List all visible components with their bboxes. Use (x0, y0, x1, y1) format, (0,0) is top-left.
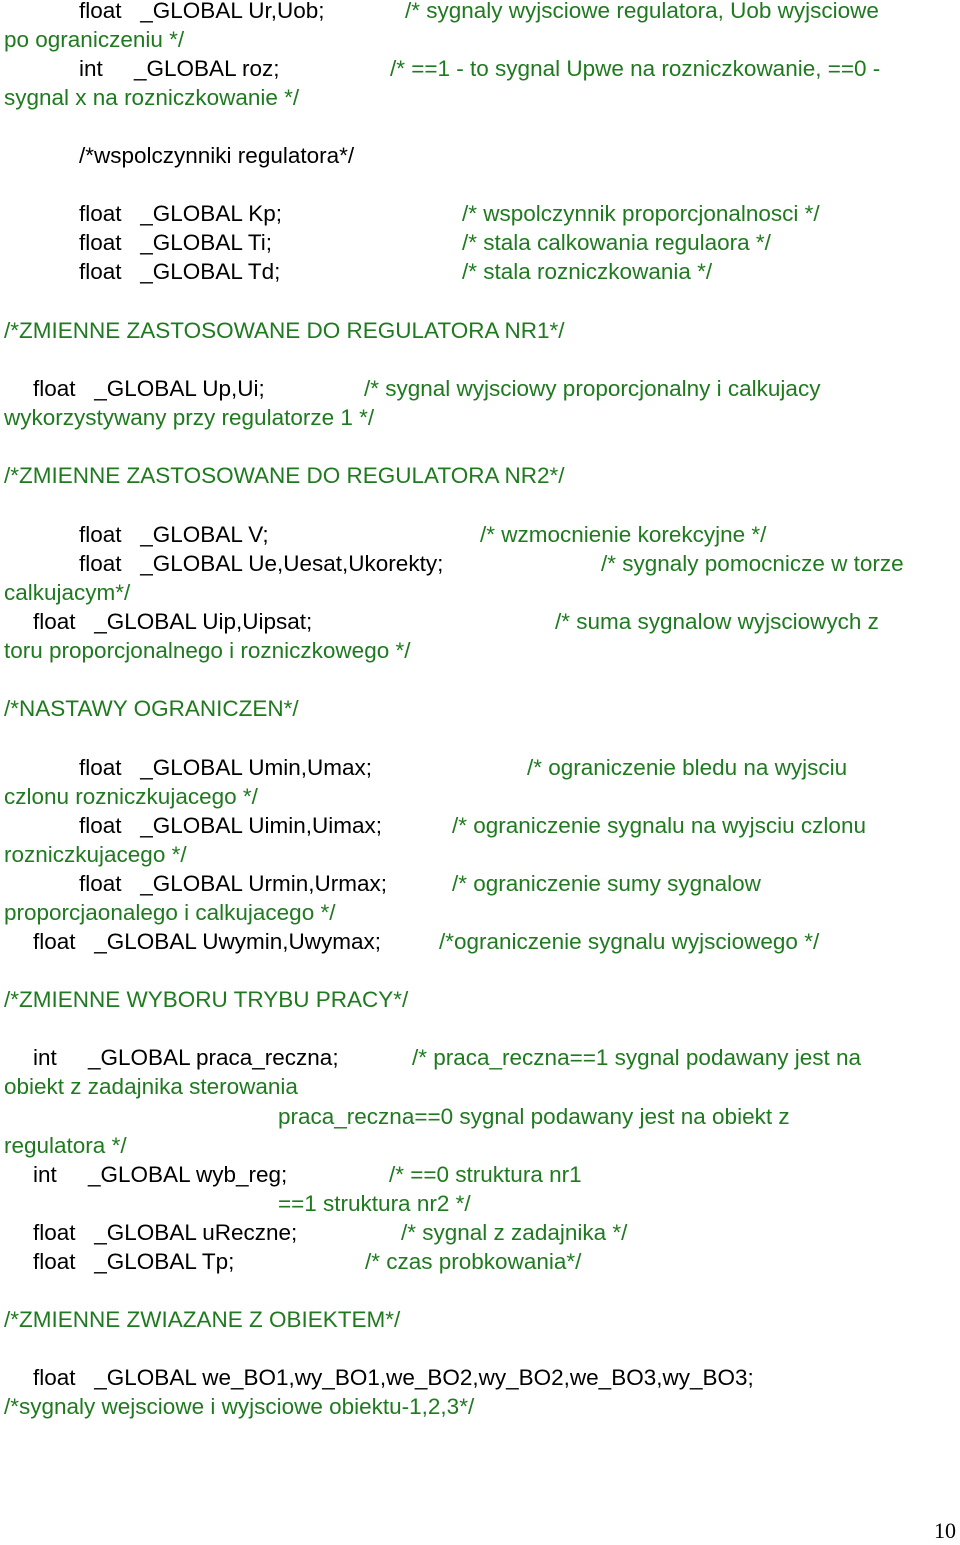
code-comment: toru proporcjonalnego i rozniczkowego */ (4, 638, 411, 663)
code-comment: proporcjaonalego i calkujacego */ (4, 900, 336, 925)
code-line: float _GLOBAL V; (79, 522, 269, 547)
code-line: float _GLOBAL Up,Ui; (33, 376, 265, 401)
code-line: float _GLOBAL Uip,Uipsat; (33, 609, 313, 634)
code-line: int _GLOBAL praca_reczna; (33, 1045, 339, 1070)
code-comment: obiekt z zadajnika sterowania (4, 1074, 298, 1099)
code-comment: /* ograniczenie bledu na wyjsciu (527, 755, 848, 780)
code-line: float _GLOBAL Td; (79, 259, 281, 284)
code-comment: regulatora */ (4, 1133, 127, 1158)
code-comment: /* ==1 - to sygnal Upwe na rozniczkowanie, ==0 - (390, 56, 881, 81)
code-line: int _GLOBAL wyb_reg; (33, 1162, 288, 1187)
section-comment: /*NASTAWY OGRANICZEN*/ (4, 696, 299, 721)
code-comment: po ograniczeniu */ (4, 27, 185, 52)
code-line: float _GLOBAL Ur,Uob; (79, 0, 325, 23)
code-comment: /* sygnal wyjsciowy proporcjonalny i calkujacy (364, 376, 821, 401)
code-comment: /* sygnal z zadajnika */ (401, 1220, 628, 1245)
code-comment: /* czas probkowania*/ (365, 1249, 582, 1274)
section-comment: /*ZMIENNE WYBORU TRYBU PRACY*/ (4, 987, 409, 1012)
code-comment: /* praca_reczna==1 sygnal podawany jest na (412, 1045, 862, 1070)
code-comment: /* ==0 struktura nr1 (389, 1162, 582, 1187)
page-number: 10 (934, 1518, 956, 1543)
code-comment: /* suma sygnalow wyjsciowych z (555, 609, 879, 634)
code-comment: /* sygnaly pomocnicze w torze (601, 551, 904, 576)
code-comment: /* sygnaly wyjsciowe regulatora, Uob wyjsciowe (405, 0, 879, 23)
section-comment: /*ZMIENNE ZWIAZANE Z OBIEKTEM*/ (4, 1307, 401, 1332)
code-comment: /* wspolczynnik proporcjonalnosci */ (462, 201, 820, 226)
code-line: float _GLOBAL Kp; (79, 201, 283, 226)
code-comment: calkujacym*/ (4, 580, 131, 605)
code-comment: /* ograniczenie sygnalu na wyjsciu czlonu (452, 813, 866, 838)
code-line: float _GLOBAL Uwymin,Uwymax; (33, 929, 382, 954)
code-comment: /* ograniczenie sumy sygnalow (452, 871, 761, 896)
code-comment: /* stala rozniczkowania */ (462, 259, 713, 284)
code-comment: ==1 struktura nr2 */ (278, 1191, 471, 1216)
code-comment: rozniczkujacego */ (4, 842, 187, 867)
code-comment: /* stala calkowania regulaora */ (462, 230, 771, 255)
code-comment: wykorzystywany przy regulatorze 1 */ (4, 405, 375, 430)
section-comment: /*wspolczynniki regulatora*/ (79, 143, 355, 168)
code-comment: /*ograniczenie sygnalu wyjsciowego */ (439, 929, 820, 954)
code-line: float _GLOBAL Umin,Umax; (79, 755, 373, 780)
code-line: float _GLOBAL Uimin,Uimax; (79, 813, 383, 838)
code-line: float _GLOBAL Ti; (79, 230, 273, 255)
code-line: float _GLOBAL Urmin,Urmax; (79, 871, 388, 896)
code-comment: /* wzmocnienie korekcyjne */ (480, 522, 767, 547)
code-line: int _GLOBAL roz; (79, 56, 280, 81)
code-line: float _GLOBAL we_BO1,wy_BO1,we_BO2,wy_BO2,we_BO3,wy_BO3; (33, 1365, 754, 1390)
section-comment: /*ZMIENNE ZASTOSOWANE DO REGULATORA NR1*/ (4, 318, 565, 343)
section-comment: /*ZMIENNE ZASTOSOWANE DO REGULATORA NR2*/ (4, 463, 565, 488)
code-line: float _GLOBAL Tp; (33, 1249, 235, 1274)
code-line: float _GLOBAL Ue,Uesat,Ukorekty; (79, 551, 444, 576)
code-comment: praca_reczna==0 sygnal podawany jest na obiekt z (278, 1104, 790, 1129)
code-comment: /*sygnaly wejsciowe i wyjsciowe obiektu-1,2,3*/ (4, 1394, 475, 1419)
code-comment: czlonu rozniczkujacego */ (4, 784, 258, 809)
code-line: float _GLOBAL uReczne; (33, 1220, 298, 1245)
code-comment: sygnal x na rozniczkowanie */ (4, 85, 300, 110)
